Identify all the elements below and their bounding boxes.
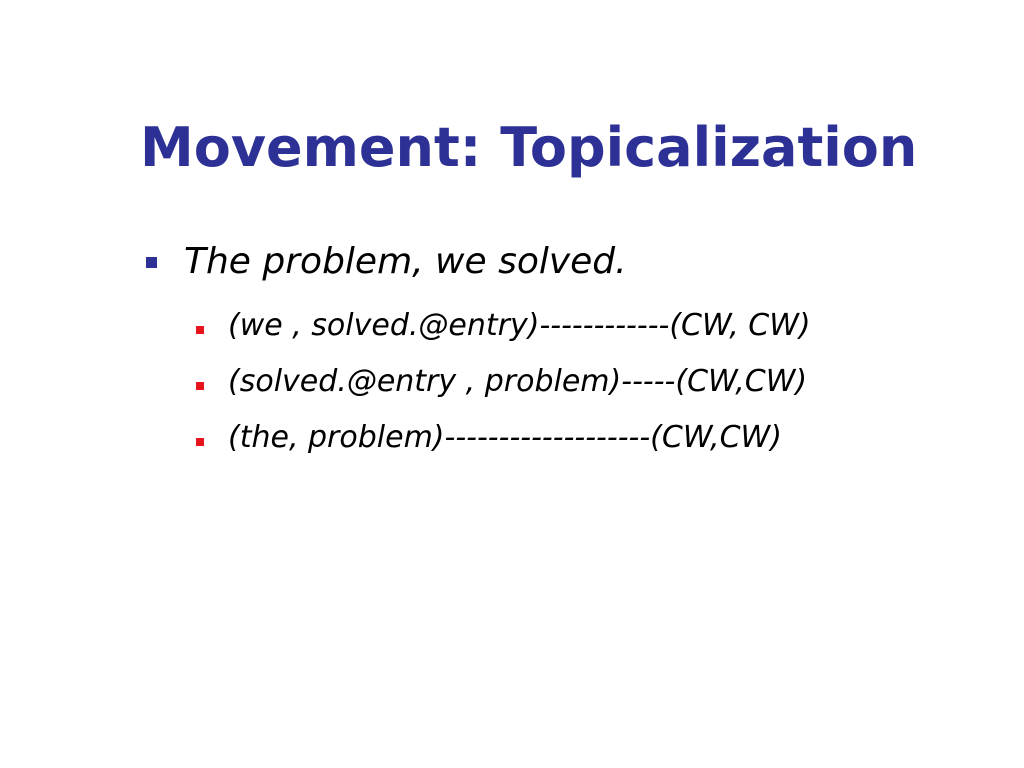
sub-bullet-item bbox=[196, 354, 811, 410]
sub-bullet-text: (we , solved.@entry)------------(CW, CW) bbox=[228, 308, 811, 343]
square-bullet-icon bbox=[146, 257, 157, 268]
sub-bullet-text: (the, problem)-------------------(CW,CW) bbox=[228, 420, 782, 455]
bullet-text: The problem, we solved. bbox=[184, 241, 627, 282]
square-bullet-icon bbox=[196, 382, 204, 390]
sub-bullet-text: (solved.@entry , problem)-----(CW,CW) bbox=[228, 364, 808, 399]
slide-title: Movement: Topicalization bbox=[140, 116, 918, 179]
square-bullet-icon bbox=[196, 326, 204, 334]
sub-bullet-item bbox=[196, 298, 811, 354]
sub-bullet-item bbox=[196, 410, 811, 466]
bullet-item bbox=[146, 236, 627, 288]
sub-bullet-list bbox=[196, 298, 811, 466]
square-bullet-icon bbox=[196, 438, 204, 446]
